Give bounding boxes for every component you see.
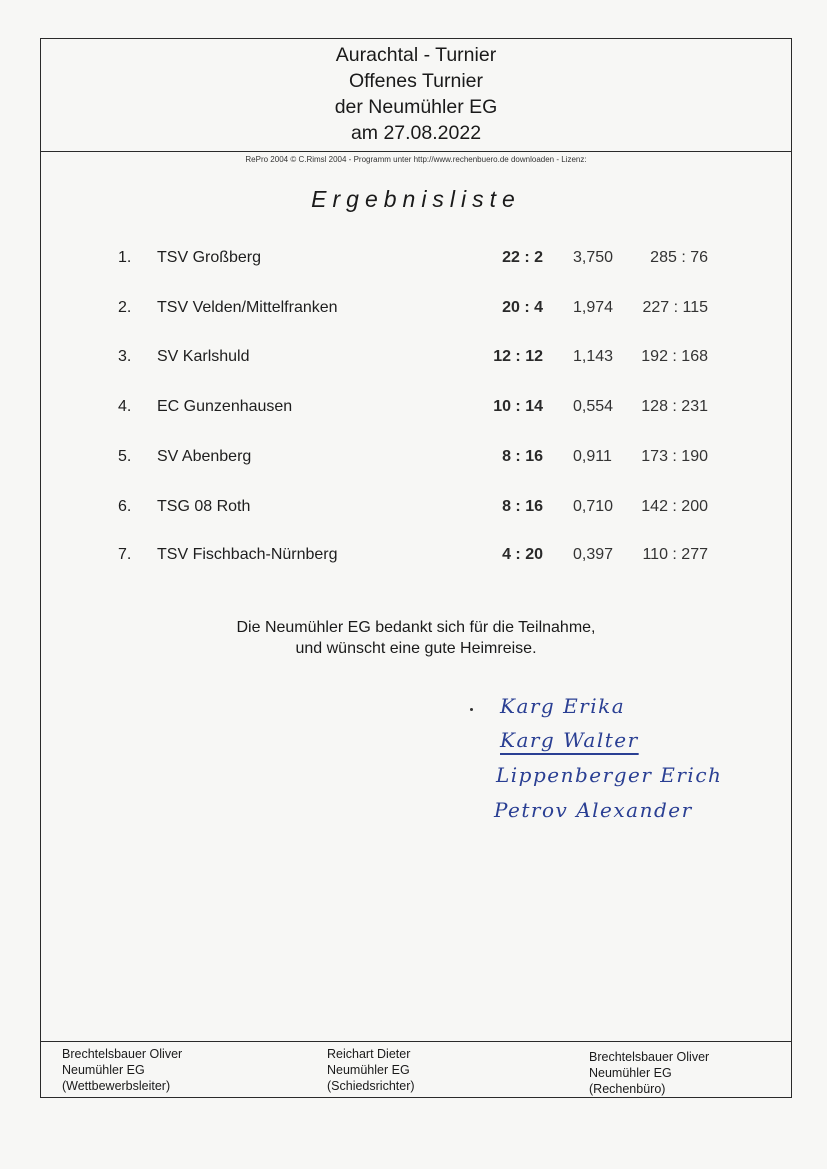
handwritten-name: Karg Erika [500, 694, 626, 718]
official-club: Neumühler EG [62, 1063, 145, 1077]
footer-official-1 [62, 1046, 182, 1094]
title-line: Aurachtal - Turnier [335, 44, 497, 66]
team-cell: TSV Velden/Mittelfranken [157, 299, 338, 316]
team-cell: SV Abenberg [157, 448, 252, 465]
goals-cell: 227 : 115 [642, 299, 708, 316]
points-cell: 8 : 16 [502, 498, 543, 515]
rank-cell: 7. [118, 546, 132, 563]
rank-cell: 5. [118, 448, 132, 465]
quotient-cell: 1,143 [573, 348, 614, 365]
goals-cell: 173 : 190 [641, 448, 708, 465]
ink-dot [470, 708, 473, 711]
header-divider [40, 151, 792, 152]
table-row [0, 498, 827, 522]
points-cell: 22 : 2 [502, 249, 543, 266]
goals-cell: 192 : 168 [641, 348, 708, 365]
points-cell: 4 : 20 [502, 546, 543, 563]
official-name: Reichart Dieter [327, 1047, 411, 1061]
footer-official-2 [327, 1046, 415, 1094]
rank-cell: 4. [118, 398, 132, 415]
results-heading: Ergebnisliste [311, 186, 521, 212]
handwritten-name: Petrov Alexander [494, 798, 693, 822]
team-cell: SV Karlshuld [157, 348, 250, 365]
footer-official-3 [589, 1049, 709, 1097]
closing-message [40, 617, 792, 659]
table-row [0, 249, 827, 273]
footer-divider [40, 1041, 792, 1042]
goals-cell: 128 : 231 [641, 398, 708, 415]
quotient-cell: 0,554 [573, 398, 614, 415]
official-role: (Wettbewerbsleiter) [62, 1079, 171, 1093]
rank-cell: 2. [118, 299, 132, 316]
software-credit: RePro 2004 © C.Rimsl 2004 - Programm unter http://www.rechenbuero.de downloaden - Lizenz: [245, 155, 587, 164]
points-cell: 12 : 12 [493, 348, 543, 365]
official-name: Brechtelsbauer Oliver [62, 1047, 183, 1061]
quotient-cell: 0,911 [573, 448, 612, 465]
table-row [0, 398, 827, 422]
official-name: Brechtelsbauer Oliver [589, 1050, 710, 1064]
goals-cell: 142 : 200 [641, 498, 708, 515]
handwritten-names [470, 690, 730, 840]
rank-cell: 6. [118, 498, 132, 515]
official-club: Neumühler EG [327, 1063, 410, 1077]
points-cell: 20 : 4 [502, 299, 543, 316]
table-row [0, 448, 827, 472]
official-role: (Rechenbüro) [589, 1082, 666, 1096]
quotient-cell: 0,710 [573, 498, 614, 515]
rank-cell: 3. [118, 348, 132, 365]
closing-line: Die Neumühler EG bedankt sich für die Teilnahme, [236, 619, 596, 636]
team-cell: TSV Fischbach-Nürnberg [157, 546, 338, 563]
team-cell: EC Gunzenhausen [157, 398, 293, 415]
official-club: Neumühler EG [589, 1066, 672, 1080]
table-row [0, 546, 827, 570]
closing-line: und wünscht eine gute Heimreise. [295, 640, 537, 657]
team-cell: TSG 08 Roth [157, 498, 251, 515]
official-role: (Schiedsrichter) [327, 1079, 415, 1093]
handwritten-name: Karg Walter [500, 728, 639, 752]
table-row [0, 348, 827, 372]
table-row [0, 299, 827, 323]
goals-cell: 285 : 76 [650, 249, 708, 266]
quotient-cell: 0,397 [573, 546, 614, 563]
points-cell: 8 : 16 [502, 448, 543, 465]
title-line: Offenes Turnier [348, 70, 484, 92]
points-cell: 10 : 14 [493, 398, 543, 415]
goals-cell: 110 : 277 [642, 546, 708, 563]
title-line: der Neumühler EG [334, 96, 498, 118]
quotient-cell: 1,974 [573, 299, 614, 316]
quotient-cell: 3,750 [573, 249, 614, 266]
title-date-line: am 27.08.2022 [350, 122, 482, 144]
rank-cell: 1. [118, 249, 132, 266]
team-cell: TSV Großberg [157, 249, 262, 266]
handwritten-name: Lippenberger Erich [496, 763, 723, 787]
tournament-title [40, 42, 792, 146]
